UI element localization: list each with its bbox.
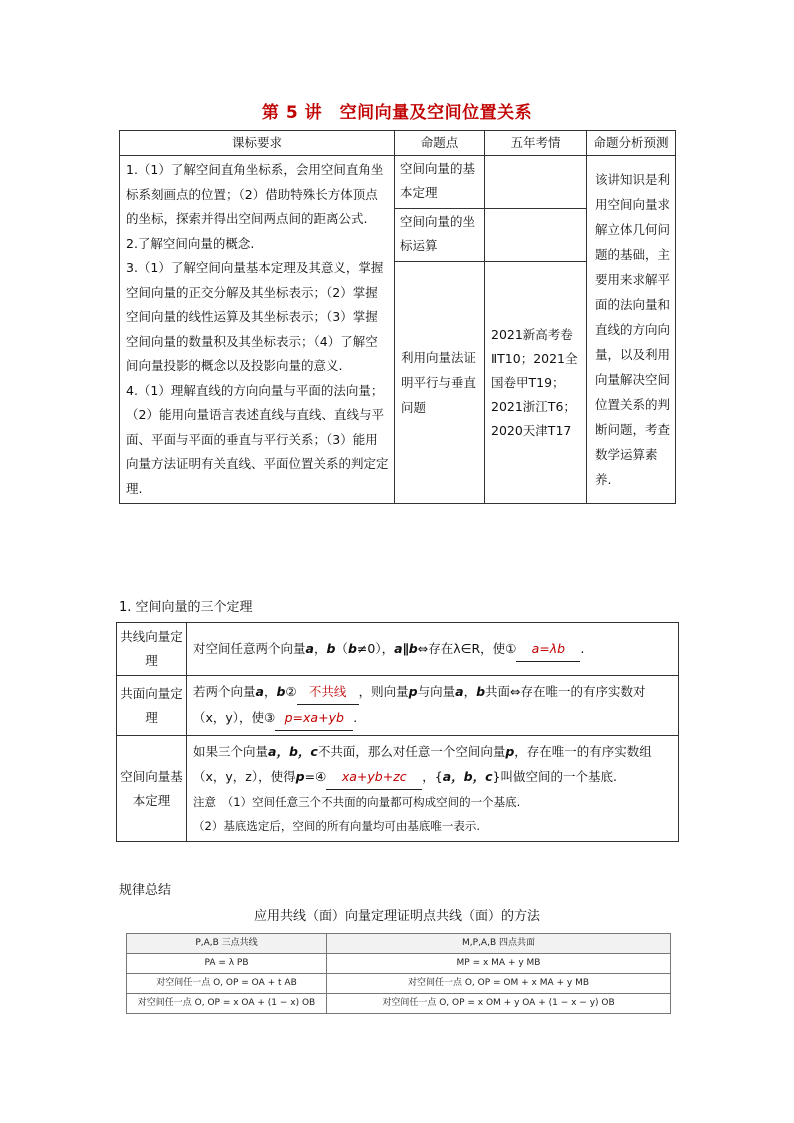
method-header-coplanar: M,P,A,B 四点共面 — [327, 934, 671, 954]
requirement-3: 3.（1）了解空间向量基本定理及其意义，掌握空间向量的正交分解及其坐标表示；（2）掌握空间向量的线性运算及其坐标表示；（3）掌握空间向量的数量积及其坐标表示；（4）了解空间向量投影的概念以及投影向量的意义. — [126, 260, 384, 373]
prediction-cell: 该讲知识是利用空间向量求解立体几何问题的基础，主要用来求解平面的法向量和直线的方向向量，以及利用向量解决空间位置关系的判断问题，考查数学运算素养. — [587, 156, 676, 504]
method-cell: 对空间任一点 O, OP = OM + x MA + y MB — [327, 974, 671, 994]
fill-blank-2: 不共线 — [297, 679, 359, 705]
requirement-2: 2.了解空间向量的概念. — [126, 235, 255, 251]
curriculum-table — [119, 130, 676, 504]
method-cell: 对空间任一点 O, OP = x OA + (1 − x) OB — [127, 994, 327, 1014]
theorem-label-basis: 空间向量基本定理 — [117, 736, 187, 842]
fill-blank-4: xa+yb+zc — [326, 764, 422, 790]
years-empty-2 — [485, 209, 587, 262]
method-cell: 对空间任一点 O, OP = OA + t AB — [127, 974, 327, 994]
requirement-1: 1.（1）了解空间直角坐标系，会用空间直角坐标系刻画点的位置；（2）借助特殊长方体顶点的坐标，探索并得出空间两点间的距离公式. — [126, 162, 384, 226]
years-cell: 2021新高考卷ⅡT10；2021全国卷甲T19；2021浙江T6；2020天津T17 — [485, 262, 587, 504]
note-2: （2）基底选定后，空间的所有向量均可由基底唯一表示. — [193, 819, 480, 833]
theorems-table — [116, 622, 679, 842]
header-requirements: 课标要求 — [120, 131, 395, 156]
point-3: 利用向量法证明平行与垂直问题 — [395, 262, 485, 504]
method-cell: 对空间任一点 O, OP = x OM + y OA + (1 − x − y) OB — [327, 994, 671, 1014]
theorem-label-coplanar: 共面向量定理 — [117, 676, 187, 736]
point-2: 空间向量的坐标运算 — [395, 209, 485, 262]
theorem-basis: 如果三个向量a，b，c不共面，那么对任意一个空间向量p，存在唯一的有序实数组（x，y，z），使得p=④ xa+yb+zc ，{a，b，c}叫做空间的一个基底. 注意 （1）空间任意三个不共面的向量都可构成空间的一个基底. （2）基底选定后，空间的所有向量均可由基底唯一表示. — [187, 736, 679, 842]
method-cell: MP = x MA + y MB — [327, 954, 671, 974]
years-empty-1 — [485, 156, 587, 209]
requirements-cell — [120, 156, 395, 504]
point-1: 空间向量的基本定理 — [395, 156, 485, 209]
theorem-coplanar: 若两个向量a，b② 不共线 ，则向量p与向量a，b共面⇔存在唯一的有序实数对（x，y），使③ p=xa+yb . — [187, 676, 679, 736]
theorem-collinear: 对空间任意两个向量a，b（b≠0），a∥b⇔存在λ∈R，使① a=λb . — [187, 623, 679, 676]
method-header-collinear: P,A,B 三点共线 — [127, 934, 327, 954]
header-years: 五年考情 — [485, 131, 587, 156]
method-cell: PA = λ PB — [127, 954, 327, 974]
summary-heading: 规律总结 — [119, 883, 172, 898]
section-heading: 1. 空间向量的三个定理 — [119, 600, 253, 615]
note-1: 注意 （1）空间任意三个不共面的向量都可构成空间的一个基底. — [193, 795, 521, 809]
theorem-label-collinear: 共线向量定理 — [117, 623, 187, 676]
fill-blank-1: a=λb — [516, 636, 580, 662]
requirement-4: 4.（1）理解直线的方向向量与平面的法向量；（2）能用向量语言表述直线与直线、直线与平面、平面与平面的垂直与平行关系；（3）能用向量方法证明有关直线、平面位置关系的判定定理. — [126, 382, 389, 496]
header-points: 命题点 — [395, 131, 485, 156]
fill-blank-3: p=xa+yb — [275, 705, 353, 731]
page-title: 第 5 讲 空间向量及空间位置关系 — [261, 103, 533, 123]
summary-subtitle: 应用共线（面）向量定理证明点共线（面）的方法 — [253, 909, 540, 924]
method-table — [126, 933, 671, 1014]
header-prediction: 命题分析预测 — [587, 131, 676, 156]
